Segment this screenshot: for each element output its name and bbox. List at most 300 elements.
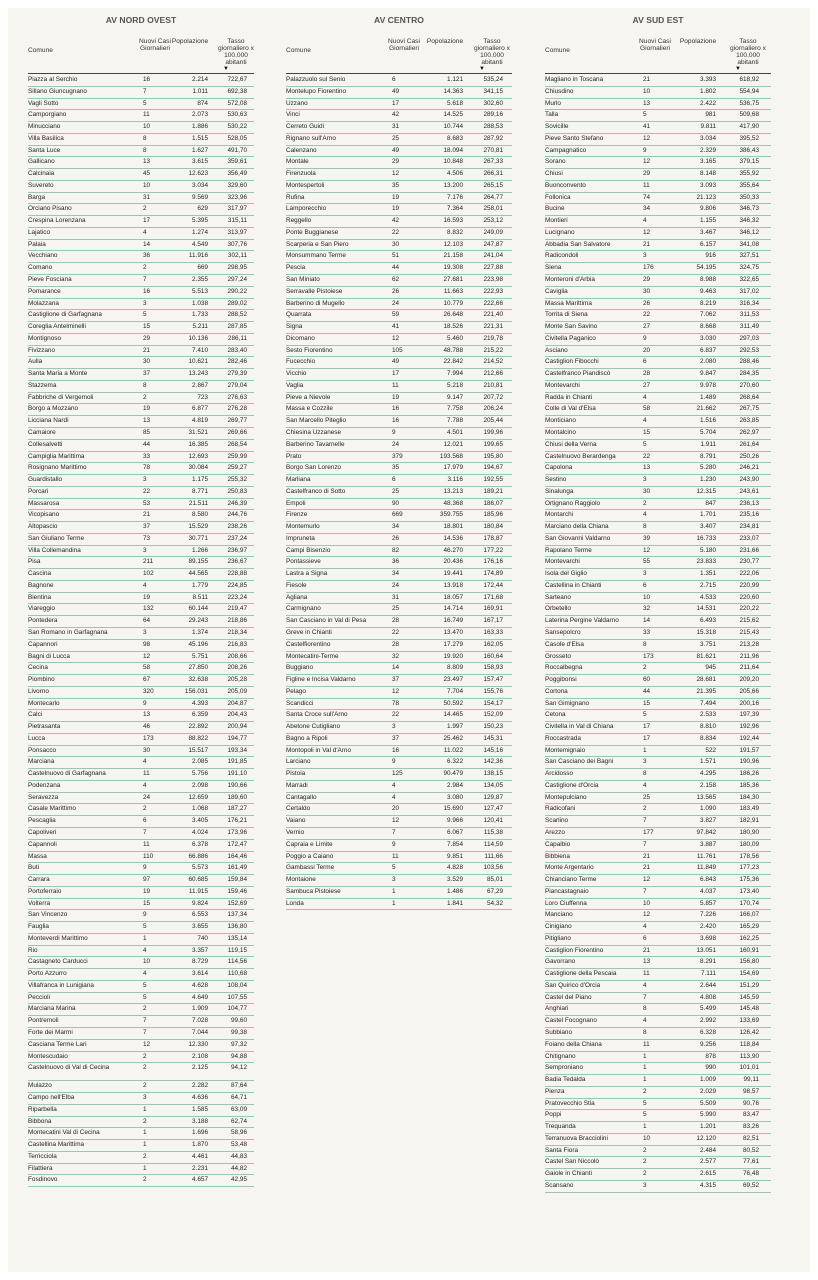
cell-popolazione: 9.256 — [700, 1040, 716, 1048]
cell-popolazione: 16.593 — [443, 217, 463, 225]
cell-comune: San Casciano in Val di Pesa — [286, 617, 367, 625]
cell-new-cases: 30 — [143, 746, 151, 754]
cell-comune: Podenzana — [28, 781, 61, 789]
cell-new-cases: 30 — [643, 287, 651, 295]
table-row — [545, 110, 771, 122]
table-row — [286, 369, 512, 381]
table-row — [286, 240, 512, 252]
cell-new-cases: 2 — [143, 1005, 147, 1013]
table-row — [286, 675, 512, 687]
cell-new-cases: 11 — [143, 770, 150, 778]
cell-comune: Laterina Pergine Valdarno — [545, 617, 619, 625]
cell-rate: 177,23 — [739, 864, 759, 872]
cell-popolazione: 2.329 — [700, 146, 716, 154]
cell-new-cases: 5 — [143, 993, 147, 1001]
cell-new-cases: 64 — [143, 617, 151, 625]
cell-new-cases: 8 — [143, 381, 147, 389]
cell-new-cases: 10 — [143, 123, 151, 131]
cell-new-cases: 13 — [643, 99, 651, 107]
cell-popolazione: 1.516 — [700, 417, 716, 425]
cell-comune: Montemignaio — [545, 746, 586, 754]
table-row — [286, 157, 512, 169]
cell-comune: Altopascio — [28, 523, 58, 531]
cell-popolazione: 89.155 — [188, 558, 208, 566]
table-row — [28, 110, 254, 122]
cell-comune: Carrara — [28, 876, 50, 884]
cell-rate: 287,85 — [227, 323, 247, 331]
cell-popolazione: 8.729 — [192, 958, 208, 966]
table-row — [28, 251, 254, 263]
cell-popolazione: 6.328 — [700, 1029, 716, 1037]
cell-rate: 313,97 — [227, 228, 247, 236]
table-row — [28, 1040, 254, 1052]
cell-new-cases: 2 — [143, 1117, 147, 1125]
cell-new-cases: 30 — [392, 240, 400, 248]
cell-comune: Monte Argentario — [545, 864, 594, 872]
cell-new-cases: 49 — [392, 146, 400, 154]
cell-new-cases: 44 — [643, 687, 651, 695]
table-row — [545, 381, 771, 393]
cell-comune: Sorano — [545, 158, 566, 166]
cell-comune: Santa Croce sull'Arno — [286, 711, 348, 719]
cell-comune: Civitella Paganico — [545, 334, 596, 342]
cell-comune: Collesalvetti — [28, 440, 63, 448]
cell-rate: 288,46 — [739, 358, 759, 366]
table-row — [286, 216, 512, 228]
cell-comune: Vicchio — [286, 370, 307, 378]
cell-popolazione: 3.614 — [192, 970, 208, 978]
table-row — [545, 1110, 771, 1122]
cell-new-cases: 13 — [643, 464, 651, 472]
cell-new-cases: 1 — [143, 1105, 147, 1113]
cell-new-cases: 4 — [643, 511, 647, 519]
cell-popolazione: 2.484 — [700, 1146, 716, 1154]
cell-comune: Fosdinovo — [28, 1176, 58, 1184]
table-row — [545, 1040, 771, 1052]
cell-comune: Massa e Cozzile — [286, 405, 333, 413]
cell-comune: San Romano in Garfagnana — [28, 628, 108, 636]
cell-new-cases: 13 — [643, 958, 651, 966]
cell-popolazione: 7.176 — [447, 193, 463, 201]
cell-comune: Rignano sull'Arno — [286, 134, 336, 142]
cell-popolazione: 7.758 — [447, 405, 463, 413]
cell-comune: Marciana — [28, 758, 55, 766]
table-row — [545, 1028, 771, 1040]
table-row — [545, 134, 771, 146]
cell-rate: 190,96 — [739, 758, 759, 766]
cell-new-cases: 19 — [392, 393, 400, 401]
cell-comune: Reggello — [286, 217, 312, 225]
table-row — [28, 1105, 254, 1117]
cell-rate: 322,65 — [739, 276, 759, 284]
cell-rate: 221,40 — [483, 311, 503, 319]
table-row — [286, 793, 512, 805]
table-row — [545, 804, 771, 816]
cell-new-cases: 97 — [143, 876, 151, 884]
table-row — [28, 1004, 254, 1016]
cell-popolazione: 90.479 — [443, 770, 463, 778]
cell-rate: 288,53 — [483, 123, 503, 131]
cell-comune: Piazza al Serchio — [28, 76, 78, 83]
cell-popolazione: 11.849 — [696, 864, 716, 872]
cell-new-cases: 14 — [143, 240, 151, 248]
table-row — [545, 440, 771, 452]
table-row — [286, 228, 512, 240]
table-row — [545, 828, 771, 840]
table-row — [545, 404, 771, 416]
header-comune[interactable]: Comune — [28, 47, 53, 54]
cell-popolazione: 6.553 — [192, 911, 208, 919]
cell-popolazione: 7.364 — [447, 205, 463, 213]
cell-rate: 259,27 — [227, 464, 247, 472]
table-row — [28, 593, 254, 605]
cell-rate: 287,92 — [483, 134, 503, 142]
cell-new-cases: 4 — [643, 393, 647, 401]
cell-rate: 126,42 — [739, 1029, 759, 1037]
cell-new-cases: 7 — [143, 276, 147, 284]
header-popolazione[interactable]: Popolazione — [679, 38, 717, 45]
cell-new-cases: 42 — [392, 111, 400, 119]
cell-comune: Cantagallo — [286, 793, 317, 801]
cell-popolazione: 4.808 — [700, 993, 716, 1001]
cell-new-cases: 7 — [143, 1029, 147, 1037]
table-body — [545, 75, 771, 1193]
header-comune[interactable]: Comune — [286, 47, 311, 54]
cell-rate: 210,81 — [483, 381, 503, 389]
cell-popolazione: 14.363 — [443, 87, 463, 95]
cell-rate: 195,80 — [483, 452, 503, 460]
cell-popolazione: 2.073 — [192, 111, 208, 119]
cell-new-cases: 3 — [392, 876, 396, 884]
cell-rate: 267,33 — [483, 158, 503, 166]
table-row — [286, 863, 512, 875]
cell-rate: 162,25 — [739, 934, 759, 942]
cell-comune: Fiesole — [286, 581, 307, 589]
cell-popolazione: 3.405 — [192, 817, 208, 825]
cell-new-cases: 78 — [143, 464, 151, 472]
cell-new-cases: 33 — [643, 628, 651, 636]
cell-rate: 170,74 — [739, 899, 759, 907]
table-row — [545, 628, 771, 640]
cell-popolazione: 1.802 — [700, 87, 716, 95]
cell-new-cases: 3 — [643, 570, 647, 578]
cell-comune: Vernio — [286, 829, 305, 836]
cell-rate: 341,15 — [483, 87, 503, 95]
table-row — [28, 122, 254, 134]
cell-popolazione: 7.044 — [192, 1029, 208, 1037]
header-rate-line: Tasso — [483, 38, 501, 45]
header-new-cases-line1: Nuovi Casi — [139, 38, 171, 45]
cell-rate: 266,31 — [483, 170, 503, 178]
cell-comune: Molazzana — [28, 299, 59, 307]
cell-new-cases: 2 — [143, 1176, 147, 1184]
cell-popolazione: 45.196 — [188, 640, 208, 648]
cell-comune: Barberino di Mugello — [286, 299, 345, 307]
cell-rate: 167,17 — [483, 617, 503, 625]
cell-new-cases: 1 — [643, 1052, 647, 1060]
cell-popolazione: 12.021 — [443, 440, 463, 448]
table-row — [545, 981, 771, 993]
table-row — [545, 863, 771, 875]
cell-popolazione: 14.714 — [443, 605, 463, 613]
cell-new-cases: 12 — [143, 1040, 151, 1048]
header-rate[interactable] — [722, 38, 774, 66]
cell-popolazione: 18.526 — [443, 323, 463, 331]
cell-new-cases: 12 — [392, 817, 400, 825]
cell-comune: Orbetello — [545, 605, 571, 613]
cell-popolazione: 48.368 — [443, 499, 463, 507]
table-row — [28, 769, 254, 781]
table-row — [286, 757, 512, 769]
table-row — [286, 463, 512, 475]
table-row — [545, 604, 771, 616]
cell-popolazione: 2.984 — [447, 781, 463, 789]
cell-popolazione: 22.892 — [188, 723, 208, 731]
table-row — [28, 216, 254, 228]
cell-popolazione: 10.621 — [188, 358, 208, 366]
cell-new-cases: 7 — [643, 887, 647, 895]
cell-comune: Magliano in Toscana — [545, 76, 604, 83]
cell-rate: 618,92 — [739, 76, 759, 83]
cell-new-cases: 5 — [143, 311, 147, 319]
cell-popolazione: 12.120 — [696, 1134, 716, 1142]
cell-popolazione: 2.615 — [700, 1170, 716, 1178]
table-row — [286, 722, 512, 734]
cell-popolazione: 13.243 — [188, 370, 208, 378]
cell-comune: Chiusi — [545, 170, 563, 178]
cell-rate: 212,66 — [483, 370, 503, 378]
cell-comune: Pontassieve — [286, 558, 321, 566]
table-row — [545, 487, 771, 499]
cell-popolazione: 1.009 — [700, 1076, 716, 1084]
cell-new-cases: 2 — [643, 805, 647, 813]
cell-new-cases: 19 — [392, 193, 400, 201]
table-row — [28, 287, 254, 299]
cell-comune: Santa Luce — [28, 146, 61, 154]
cell-comune: Carmignano — [286, 605, 321, 613]
table-row — [286, 99, 512, 111]
cell-rate: 350,33 — [739, 193, 759, 201]
cell-new-cases: 31 — [392, 593, 400, 601]
header-popolazione[interactable]: Popolazione — [426, 38, 464, 45]
cell-comune: Vinci — [286, 111, 300, 119]
cell-comune: Montaione — [286, 876, 316, 884]
cell-popolazione: 10.136 — [188, 334, 208, 342]
cell-comune: Castelfranco di Sotto — [286, 487, 346, 495]
cell-new-cases: 7 — [643, 817, 647, 825]
table-row — [286, 899, 512, 911]
header-new-cases[interactable] — [635, 38, 675, 52]
cell-new-cases: 58 — [143, 664, 151, 672]
table-row — [28, 1052, 254, 1064]
cell-comune: Rufina — [286, 193, 305, 201]
table-row — [28, 146, 254, 158]
table-row — [286, 734, 512, 746]
cell-comune: Fabbriche di Vergemoli — [28, 393, 94, 401]
cell-new-cases: 5 — [392, 864, 396, 872]
cell-rate: 127,47 — [483, 805, 503, 813]
cell-comune: Castiglione della Pescaia — [545, 970, 617, 978]
header-new-cases-line1: Nuovi Casi — [639, 38, 671, 45]
table-row — [286, 593, 512, 605]
cell-rate: 692,38 — [227, 87, 247, 95]
cell-comune: Empoli — [286, 499, 306, 507]
table-row — [286, 804, 512, 816]
cell-new-cases: 42 — [392, 217, 400, 225]
cell-comune: Barberino Tavarnelle — [286, 440, 345, 448]
cell-popolazione: 8.668 — [700, 323, 716, 331]
table-row — [28, 299, 254, 311]
table-row — [545, 652, 771, 664]
cell-rate: 190,66 — [227, 781, 247, 789]
cell-rate: 246,39 — [227, 499, 247, 507]
table-body — [28, 75, 254, 1187]
cell-popolazione: 31.521 — [188, 428, 208, 436]
table-row — [286, 251, 512, 263]
sort-descending-icon[interactable]: ▼ — [223, 66, 229, 72]
table-row — [545, 581, 771, 593]
header-rate[interactable] — [466, 38, 518, 66]
cell-new-cases: 58 — [643, 405, 651, 413]
cell-new-cases: 27 — [643, 323, 651, 331]
header-divider — [286, 73, 512, 74]
table-row — [286, 404, 512, 416]
table-row — [545, 499, 771, 511]
cell-new-cases: 60 — [643, 676, 651, 684]
sort-descending-icon[interactable]: ▼ — [479, 66, 485, 72]
cell-comune: Pontremoli — [28, 1017, 59, 1025]
cell-popolazione: 28.681 — [696, 676, 716, 684]
table-row — [28, 640, 254, 652]
table-row — [28, 863, 254, 875]
cell-new-cases: 29 — [643, 170, 651, 178]
cell-popolazione: 23.497 — [443, 676, 463, 684]
table-row — [28, 663, 254, 675]
table-row — [545, 616, 771, 628]
cell-rate: 220,99 — [739, 581, 759, 589]
cell-new-cases: 82 — [392, 546, 400, 554]
cell-rate: 302,60 — [483, 99, 503, 107]
table-row — [286, 287, 512, 299]
cell-new-cases: 1 — [392, 887, 396, 895]
cell-rate: 150,23 — [483, 723, 503, 731]
sort-descending-icon[interactable]: ▼ — [735, 66, 741, 72]
cell-comune: Siena — [545, 264, 562, 272]
cell-comune: Montecarlo — [28, 699, 60, 707]
header-new-cases-line2: Giornalieri — [388, 45, 420, 53]
cell-popolazione: 5.513 — [192, 287, 208, 295]
cell-new-cases: 22 — [643, 452, 651, 460]
cell-rate: 223,24 — [227, 593, 247, 601]
cell-new-cases: 177 — [643, 829, 654, 836]
cell-popolazione: 945 — [705, 664, 716, 672]
cell-comune: Castiglione d'Orcia — [545, 781, 599, 789]
cell-comune: Cetona — [545, 711, 566, 719]
cell-popolazione: 1.121 — [447, 76, 463, 83]
table-row — [545, 663, 771, 675]
header-rate-line: giornaliero x — [474, 45, 510, 53]
cell-rate: 152,09 — [483, 711, 503, 719]
cell-comune: Massa Marittima — [545, 299, 592, 307]
cell-comune: Vecchiano — [28, 252, 58, 260]
cell-new-cases: 7 — [143, 1017, 147, 1025]
cell-popolazione: 13.200 — [443, 181, 463, 189]
cell-comune: Lajatico — [28, 228, 51, 236]
cell-new-cases: 2 — [643, 1158, 647, 1166]
cell-popolazione: 46.270 — [443, 546, 463, 554]
cell-new-cases: 13 — [143, 417, 151, 425]
cell-rate: 186,07 — [483, 499, 503, 507]
cell-comune: Ortignano Raggiolo — [545, 499, 601, 507]
cell-popolazione: 2.644 — [700, 981, 716, 989]
cell-popolazione: 1.585 — [192, 1105, 208, 1113]
header-rate[interactable] — [210, 38, 262, 66]
cell-popolazione: 15.690 — [443, 805, 463, 813]
cell-new-cases: 35 — [392, 464, 400, 472]
table-row — [545, 1052, 771, 1064]
cell-rate: 192,55 — [483, 476, 503, 484]
table-row — [286, 746, 512, 758]
cell-rate: 289,02 — [227, 299, 247, 307]
table-row — [545, 346, 771, 358]
cell-new-cases: 21 — [143, 346, 151, 354]
cell-popolazione: 5.499 — [700, 1005, 716, 1013]
cell-popolazione: 1.696 — [192, 1129, 208, 1137]
table-row — [28, 887, 254, 899]
cell-popolazione: 7.062 — [700, 311, 716, 319]
cell-comune: Quarrata — [286, 311, 312, 319]
table-row — [28, 463, 254, 475]
cell-new-cases: 13 — [143, 711, 151, 719]
cell-new-cases: 17 — [143, 217, 151, 225]
cell-new-cases: 2 — [143, 1064, 147, 1072]
cell-popolazione: 3.529 — [447, 876, 463, 884]
cell-comune: Terricciola — [28, 1152, 57, 1160]
cell-comune: Borgo a Mozzano — [28, 405, 79, 413]
table-row — [545, 75, 771, 87]
cell-comune: Filattiera — [28, 1164, 53, 1172]
cell-new-cases: 16 — [143, 287, 151, 295]
table-row — [545, 993, 771, 1005]
header-popolazione[interactable]: Popolazione — [171, 38, 209, 45]
cell-new-cases: 31 — [143, 193, 151, 201]
cell-rate: 572,08 — [227, 99, 247, 107]
table-row — [286, 640, 512, 652]
cell-new-cases: 16 — [143, 76, 151, 83]
cell-popolazione: 4.037 — [700, 887, 716, 895]
cell-rate: 214,52 — [483, 358, 503, 366]
cell-new-cases: 3 — [143, 546, 147, 554]
header-comune[interactable]: Comune — [545, 47, 570, 54]
cell-popolazione: 3.393 — [700, 76, 716, 83]
header-new-cases[interactable] — [384, 38, 424, 52]
cell-new-cases: 3 — [643, 476, 647, 484]
cell-rate: 186,26 — [739, 770, 759, 778]
cell-comune: Pratovecchio Stia — [545, 1099, 595, 1107]
header-new-cases-line1: Nuovi Casi — [388, 38, 420, 45]
cell-popolazione: 10.744 — [443, 123, 463, 131]
cell-new-cases: 11 — [643, 1040, 650, 1048]
cell-comune: Guardistallo — [28, 476, 63, 484]
cell-comune: Bagnone — [28, 581, 54, 589]
table-row — [28, 816, 254, 828]
cell-rate: 268,64 — [739, 393, 759, 401]
table-row — [286, 887, 512, 899]
cell-comune: Marradi — [286, 781, 308, 789]
cell-comune: Abbadia San Salvatore — [545, 240, 611, 248]
cell-new-cases: 13 — [143, 158, 151, 166]
cell-popolazione: 1.230 — [700, 476, 716, 484]
